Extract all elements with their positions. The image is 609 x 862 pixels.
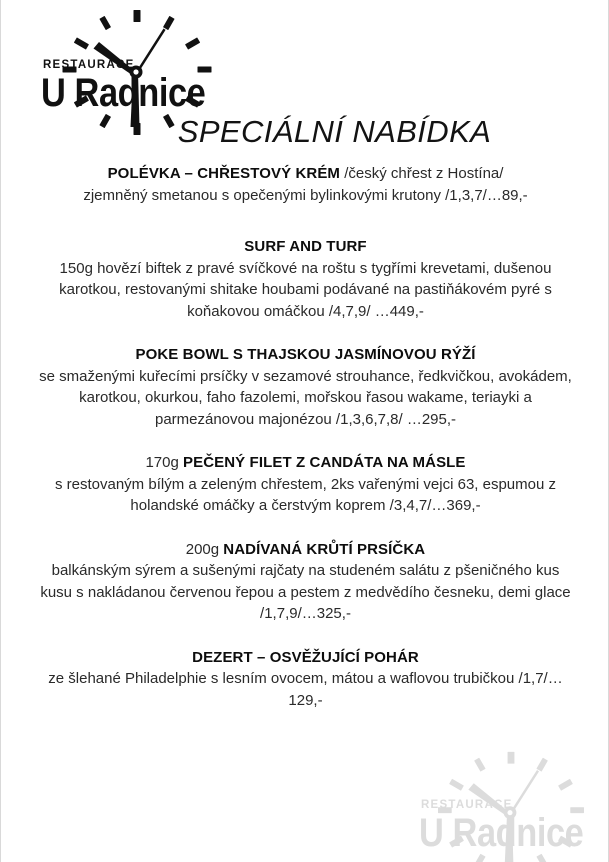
menu-item-heading: NADÍVANÁ KRŮTÍ PRSÍČKA	[223, 540, 426, 558]
menu-item-weight: 170g	[145, 454, 183, 471]
menu-item-poke-bowl	[35, 344, 576, 430]
menu-list	[1, 163, 609, 711]
menu-item-heading: POKE BOWL S THAJSKOU JASMÍNOVOU RÝŽÍ	[135, 346, 476, 363]
menu-item-description: ze šlehané Philadelphie s lesním ovocem, mátou a waflovou trubičkou /1,7/…129,-	[48, 670, 563, 709]
menu-item-title-line	[35, 452, 576, 474]
watermark-name-text: U Radnice	[419, 810, 584, 855]
page-title: SPECIÁLNÍ NABÍDKA	[177, 114, 492, 149]
logo-wordmark	[41, 60, 232, 113]
menu-item-dessert	[35, 647, 576, 712]
watermark-eyebrow-text: RESTAURACE	[421, 799, 513, 811]
menu-item-title-line	[35, 647, 576, 669]
menu-item-surf-and-turf	[35, 236, 576, 322]
menu-item-description: s restovaným bílým a zeleným chřestem, 2ks vařenými vejci 63, espumou z holandské omáčky a čerstvým koprem /3,4,7/…369,-	[54, 475, 556, 514]
menu-item-title-line	[35, 163, 576, 185]
menu-item-turkey-breast	[35, 539, 576, 625]
menu-item-description: balkánským sýrem a sušenými rajčaty na studeném salátu z pšeničného kus kusu s nakládanou červenou řepou a pestem z medvědího česneku, demi glace /1,7,9/…325,-	[40, 562, 571, 622]
watermark-logo	[413, 748, 609, 862]
menu-item-heading: DEZERT – OSVĚŽUJÍCÍ POHÁR	[192, 648, 419, 666]
menu-item-weight: 200g	[185, 540, 224, 558]
logo-name-text: U Radnice	[41, 70, 206, 115]
menu-item-description: 150g hovězí biftek z pravé svíčkové na roštu s tygřími krevetami, dušenou karotkou, restovanými shitake houbami podávané na pastiňákovém pyré s koňakovou omáčkou /4,7,9/ …449,-	[59, 259, 552, 320]
menu-item-heading: POLÉVKA – CHŘESTOVÝ KRÉM	[107, 165, 341, 182]
logo-eyebrow-text: RESTAURACE	[43, 59, 135, 71]
menu-item-title-line	[35, 344, 576, 366]
menu-item-description: se smaženými kuřecími prsíčky v sezamové strouhance, ředkvičkou, avokádem, karotkou, okurkou, faho fazolemi, mořskou řasou wakame, teriayki a parmezánovou majonézou /1,3,6,7,8/ …295,-	[39, 367, 572, 428]
menu-item-title-line	[35, 539, 576, 561]
menu-item-description: zjemněný smetanou s opečenými bylinkovými krutony /1,3,7/…89,-	[83, 186, 528, 204]
menu-item-title-line	[35, 236, 576, 258]
menu-item-soup	[35, 163, 576, 206]
menu-item-heading: SURF AND TURF	[244, 238, 367, 255]
menu-item-candat-fillet	[35, 452, 576, 517]
watermark-wordmark	[419, 800, 609, 853]
menu-item-note: /český chřest z Hostína/	[340, 165, 504, 182]
menu-item-heading: PEČENÝ FILET Z CANDÁTA NA MÁSLE	[183, 454, 466, 471]
